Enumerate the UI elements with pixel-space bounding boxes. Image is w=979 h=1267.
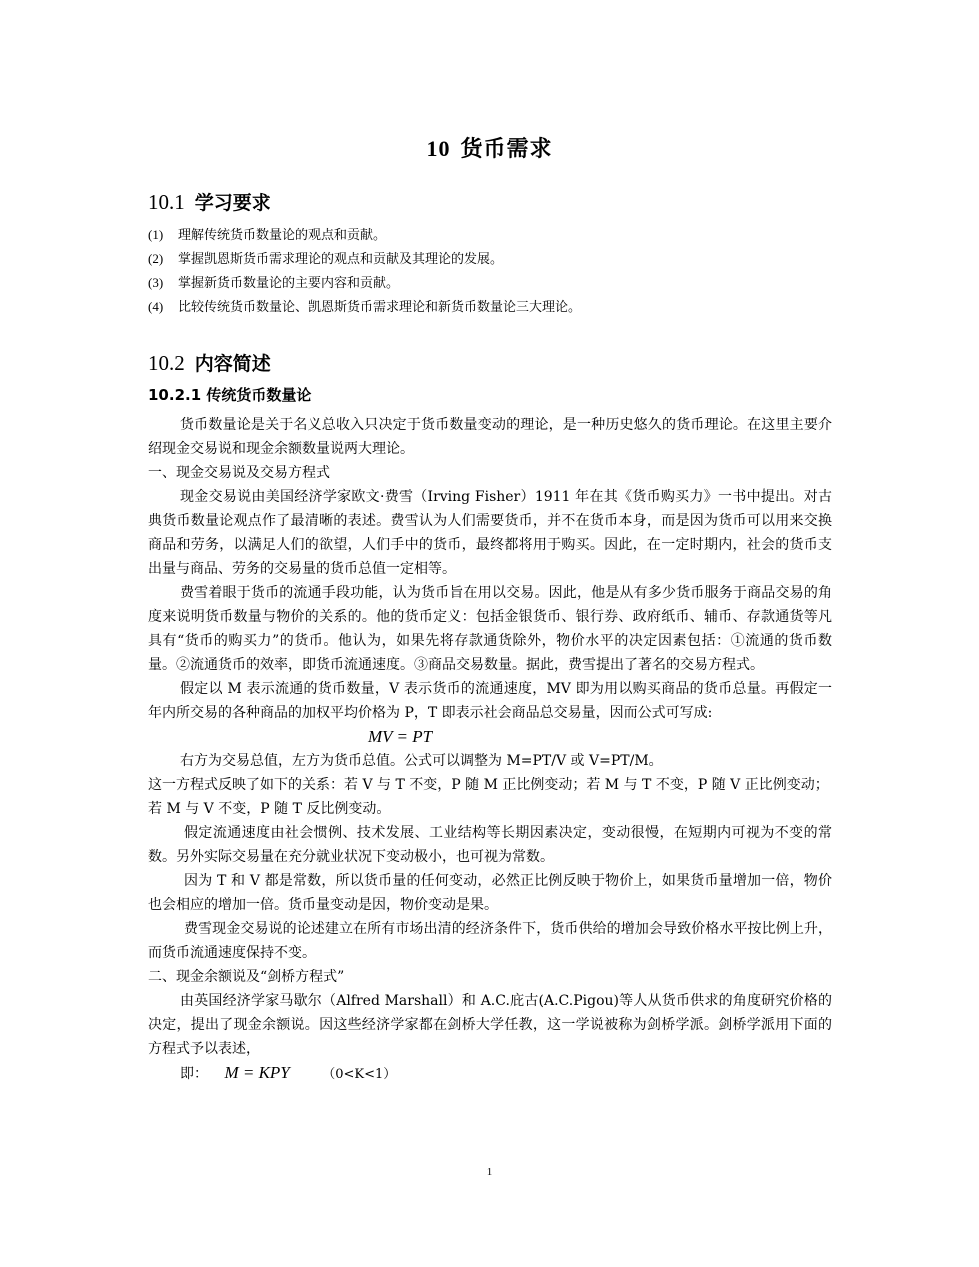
subheading-b: 二、现金余额说及“剑桥方程式” [148, 969, 345, 985]
formula-prefix: 即： [180, 1066, 208, 1082]
list-index: (1) [148, 227, 164, 242]
paragraph: 这一方程式反映了如下的关系：若 V 与 T 不变，P 随 M 正比例变动；若 M 与 T 不变，P 随 V 正比例变动；若 M 与 V 不变，P 随 T 反比例变动。 [148, 777, 829, 817]
chapter-number: 10 [426, 136, 451, 161]
subheading-a: 一、现金交易说及交易方程式 [148, 465, 330, 481]
list-item [148, 295, 832, 319]
section-heading-text: 内容简述 [194, 353, 271, 375]
list-text: 掌握凯恩斯货币需求理论的观点和贡献及其理论的发展。 [178, 252, 504, 267]
page-content [148, 188, 832, 1087]
list-index: (2) [148, 251, 164, 266]
formula-condition: （0<K<1） [322, 1067, 397, 1082]
list-text: 理解传统货币数量论的观点和贡献。 [178, 228, 387, 243]
paragraph: 费雪现金交易说的论述建立在所有市场出清的经济条件下，货币供给的增加会导致价格水平按比例上升，而货币流通速度保持不变。 [148, 921, 832, 961]
chapter-title [0, 132, 979, 163]
list-index: (3) [148, 275, 164, 290]
paragraph: 由英国经济学家马歇尔（Alfred Marshall）和 A.C.庇古(A.C.Pigou)等人从货币供求的角度研究价格的决定，提出了现金余额说。因这些经济学家都在剑桥大学任教，这一学说被称为剑桥学派。剑桥学派用下面的方程式予以表述， [148, 993, 832, 1057]
subsection-heading: 10.2.1 传统货币数量论 [148, 386, 312, 404]
list-text: 掌握新货币数量论的主要内容和贡献。 [178, 276, 400, 291]
list-index: (4) [148, 299, 164, 314]
paragraph: 货币数量论是关于名义总收入只决定于货币数量变动的理论，是一种历史悠久的货币理论。在这里主要介绍现金交易说和现金余额数量说两大理论。 [148, 417, 832, 457]
formula-row [148, 1061, 832, 1087]
paragraph: 假定流通速度由社会惯例、技术发展、工业结构等长期因素决定，变动很慢，在短期内可视为不变的常数。另外实际交易量在充分就业状况下变动极小，也可视为常数。 [148, 825, 832, 865]
list-item [148, 247, 832, 271]
formula-mv-pt: MV = PT [368, 727, 433, 746]
paragraph: 费雪着眼于货币的流通手段功能，认为货币旨在用以交易。因此，他是从有多少货币服务于商品交易的角度来说明货币数量与物价的关系的。他的货币定义：包括金银货币、银行券、政府纸币、辅币、存款通货等凡具有“货币的购买力”的货币。他认为，如果先将存款通货除外，物价水平的决定因素包括：①流通的货币数量。②流通货币的效率，即货币流通速度。③商品交易数量。据此，费雪提出了著名的交易方程式。 [148, 585, 832, 673]
requirements-list [148, 223, 832, 319]
section-number: 10.2 [148, 351, 185, 375]
section-heading-2 [148, 349, 832, 376]
section-heading-text: 学习要求 [194, 192, 271, 214]
chapter-title-text: 货币需求 [460, 137, 553, 162]
section-number: 10.1 [148, 190, 185, 214]
list-item [148, 271, 832, 295]
page-number: 1 [486, 1166, 493, 1178]
paragraph: 假定以 M 表示流通的货币数量，V 表示货币的流通速度，MV 即为用以购买商品的货币总量。再假定一年内所交易的各种商品的加权平均价格为 P，T 即表示社会商品总交易量，因而公式可写成: [148, 681, 832, 721]
section-heading-1 [148, 188, 832, 215]
formula-m-kpy: M = KPY [224, 1063, 290, 1082]
paragraph: 现金交易说由美国经济学家欧文·费雪（Irving Fisher）1911 年在其《货币购买力》一书中提出。对古典货币数量论观点作了最清晰的表述。费雪认为人们需要货币，并不在货币本身，而是因为货币可以用来交换商品和劳务，以满足人们的欲望，人们手中的货币，最终都将用于购买。因此，在一定时期内，社会的货币支出量与商品、劳务的交易量的货币总值一定相等。 [148, 489, 832, 577]
paragraph: 因为 T 和 V 都是常数，所以货币量的任何变动，必然正比例反映于物价上，如果货币量增加一倍，物价也会相应的增加一倍。货币量变动是因，物价变动是果。 [148, 873, 832, 913]
paragraph: 右方为交易总值，左方为货币总值。公式可以调整为 M=PT/V 或 V=PT/M。 [180, 753, 663, 769]
list-text: 比较传统货币数量论、凯恩斯货币需求理论和新货币数量论三大理论。 [178, 300, 582, 315]
list-item [148, 223, 832, 247]
